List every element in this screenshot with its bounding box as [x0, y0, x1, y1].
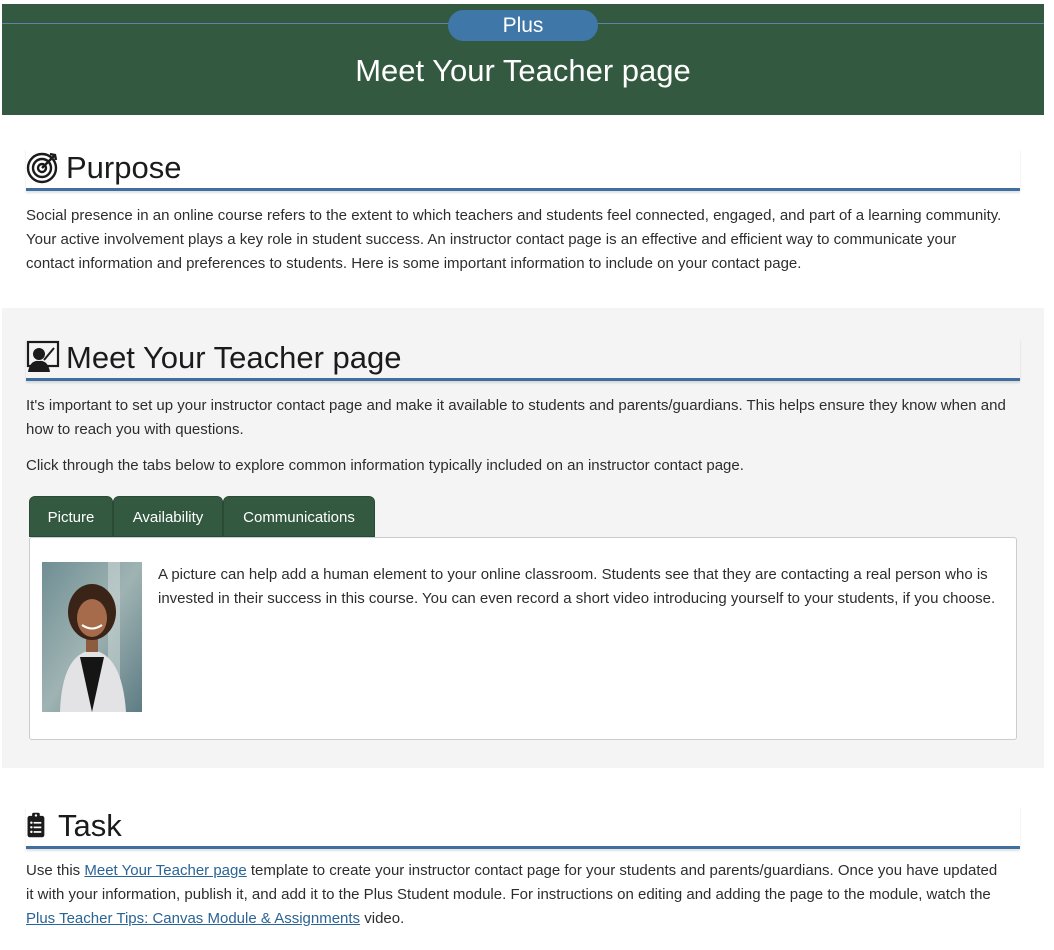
plus-teacher-tips-video-link[interactable]: Plus Teacher Tips: Canvas Module & Assignments: [26, 910, 361, 927]
purpose-heading-text: Purpose: [66, 150, 182, 185]
clipboard-list-icon: [26, 808, 52, 842]
tab-picture[interactable]: Picture: [29, 496, 113, 537]
meet-your-teacher-template-link[interactable]: Meet Your Teacher page: [84, 862, 247, 879]
meet-heading-text: Meet Your Teacher page: [66, 340, 402, 375]
task-text: [26, 859, 1006, 931]
task-text-part-2: template to create your instructor contact page for your students and parents/guardians. Once you have updated it with your information, publish it, and add it to the Plus Student module. For instructions on editing and adding the page to the module, watch the: [26, 862, 998, 903]
purpose-text: Social presence in an online course refers to the extent to which teachers and students feel connected, engaged, and part of a learning community. Your active involvement plays a key role in student success. An instructor contact page is an effective and efficient way to communicate your contact information and preferences to students. Here is some important information to include on your contact page.: [26, 207, 1002, 272]
task-section: [2, 768, 1044, 950]
page-banner: [2, 4, 1044, 115]
target-icon: [26, 150, 60, 184]
picture-tab-text: A picture can help add a human element to your online classroom. Students see that they are contacting a real person who is invested in their success in this course. You can even record a short video introducing yourself to your students, if you choose.: [158, 566, 996, 607]
presenter-icon: [26, 340, 60, 374]
meet-tabs-instruction: Click through the tabs below to explore common information typically included on an instructor contact page.: [26, 457, 744, 474]
task-text-part-1: Use this: [26, 862, 85, 879]
meet-heading: [26, 338, 1020, 381]
task-text-part-3: video.: [360, 910, 405, 927]
meet-teacher-section: [2, 308, 1044, 768]
purpose-heading: [26, 148, 1020, 191]
task-heading: [26, 806, 1020, 849]
teacher-photo: [42, 562, 142, 712]
tab-communications[interactable]: Communications: [223, 496, 375, 537]
purpose-section: [2, 115, 1044, 308]
page-title: Meet Your Teacher page: [355, 53, 691, 88]
plus-badge: Plus: [448, 10, 598, 41]
meet-intro-text: It's important to set up your instructor contact page and make it available to students and parents/guardians. This helps ensure they know when and how to reach you with questions.: [26, 397, 1006, 438]
task-heading-text: Task: [58, 808, 122, 843]
tab-availability[interactable]: Availability: [113, 496, 223, 537]
tab-panel-picture: [29, 537, 1017, 740]
